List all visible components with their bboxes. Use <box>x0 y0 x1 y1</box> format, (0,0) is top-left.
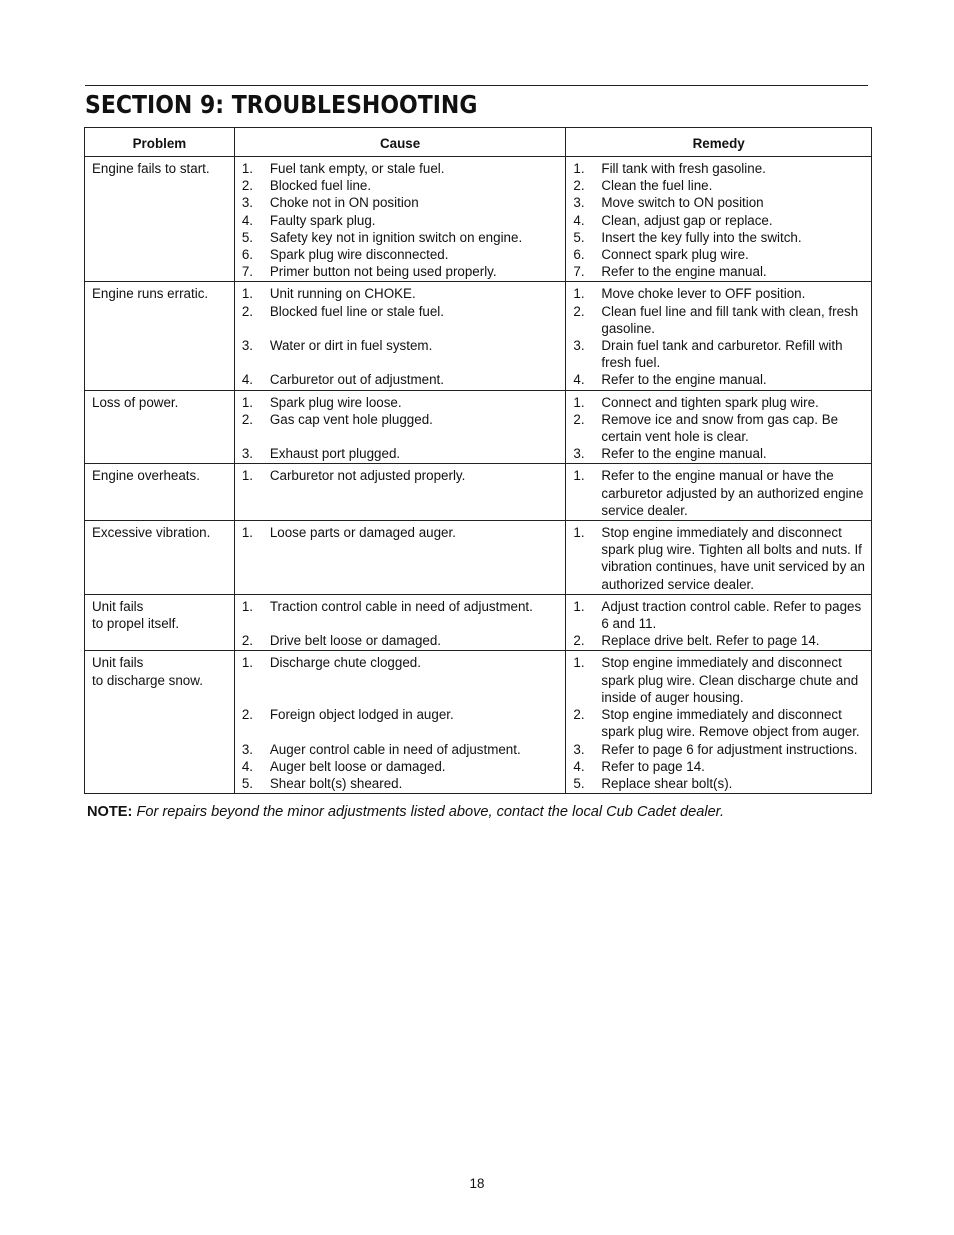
cause-item <box>242 615 564 632</box>
cause-item <box>242 229 564 246</box>
cause-item <box>242 445 564 462</box>
table-row <box>85 282 872 390</box>
table-row <box>85 594 872 651</box>
remedy-item <box>573 303 869 337</box>
problem-text: to discharge snow. <box>92 672 203 688</box>
cause-number: 2. <box>241 411 253 427</box>
problem-cell <box>85 651 235 794</box>
remedy-number: 1. <box>573 598 585 614</box>
cause-number: 2. <box>241 707 253 723</box>
remedy-text: Move switch to ON position <box>601 195 764 211</box>
problem-cell <box>85 157 235 282</box>
remedy-number: 2. <box>573 707 585 723</box>
table-row <box>85 390 872 464</box>
cause-item <box>242 246 564 263</box>
cause-text: Carburetor out of adjustment. <box>269 372 444 388</box>
cause-text: Drive belt loose or damaged. <box>269 633 442 649</box>
cause-number <box>242 723 270 740</box>
cause-number <box>242 672 270 689</box>
cause-item <box>242 428 564 445</box>
problem-text: Engine runs erratic. <box>92 286 209 302</box>
cause-item <box>242 394 564 411</box>
cause-number: 7. <box>241 264 253 280</box>
problem-text: Unit fails <box>92 598 144 614</box>
cause-text: Discharge chute clogged. <box>269 655 421 671</box>
table-row <box>85 157 872 282</box>
cause-number: 1. <box>241 286 253 302</box>
problem-cell <box>85 521 235 595</box>
remedy-item <box>573 775 869 792</box>
cause-text <box>270 428 564 445</box>
cause-text: Faulty spark plug. <box>269 212 376 228</box>
remedy-text: Connect spark plug wire. <box>601 247 749 263</box>
cause-text: Blocked fuel line. <box>269 178 372 194</box>
cause-item <box>242 741 564 758</box>
cause-text <box>270 672 564 689</box>
remedy-number: 4. <box>573 758 585 774</box>
remedy-text: Stop engine immediately and disconnect spark plug wire. Remove object from auger. <box>601 707 860 740</box>
cause-text <box>270 615 564 632</box>
remedy-item <box>573 467 869 519</box>
cause-number: 1. <box>241 394 253 410</box>
cause-number: 4. <box>241 372 253 388</box>
remedy-item <box>573 632 869 649</box>
cause-text: Safety key not in ignition switch on engine. <box>269 229 523 245</box>
cause-text: Traction control cable in need of adjustment. <box>269 598 533 614</box>
remedy-item <box>573 194 869 211</box>
cause-text: Primer button not being used properly. <box>269 264 497 280</box>
problem-cell <box>85 464 235 521</box>
remedy-number: 1. <box>573 394 585 410</box>
cause-text: Exhaust port plugged. <box>269 446 401 462</box>
cause-cell <box>234 282 566 390</box>
problem-text: Excessive vibration. <box>92 525 211 541</box>
remedy-number: 2. <box>573 303 585 319</box>
note-text: For repairs beyond the minor adjustments listed above, contact the local Cub Cadet dealer. <box>136 804 725 820</box>
cause-number: 1. <box>241 525 253 541</box>
cause-item <box>242 160 564 177</box>
cause-item <box>242 598 564 615</box>
remedy-item <box>573 371 869 388</box>
remedy-number: 4. <box>573 372 585 388</box>
cause-text <box>270 354 564 371</box>
remedy-number: 7. <box>573 264 585 280</box>
remedy-item <box>573 394 869 411</box>
cause-number <box>242 320 270 337</box>
remedy-text: Fill tank with fresh gasoline. <box>601 161 766 176</box>
remedy-cell <box>566 464 872 521</box>
remedy-item <box>573 654 869 706</box>
cause-item <box>242 775 564 792</box>
cause-number: 1. <box>241 598 253 614</box>
remedy-number: 6. <box>573 247 585 263</box>
remedy-cell <box>566 651 872 794</box>
cause-text: Water or dirt in fuel system. <box>269 338 433 354</box>
header-rule <box>85 85 868 86</box>
cause-number: 5. <box>241 229 253 245</box>
remedy-number: 1. <box>573 468 585 484</box>
cause-item <box>242 212 564 229</box>
cause-item <box>242 354 564 371</box>
table-row <box>85 464 872 521</box>
remedy-text: Stop engine immediately and disconnect spark plug wire. Tighten all bolts and nuts. If vibration continues, have unit serviced by an authorized service dealer. <box>601 525 865 592</box>
section-title: SECTION 9: TROUBLESHOOTING <box>85 90 478 119</box>
cause-number: 1. <box>241 655 253 671</box>
cause-number: 1. <box>241 161 253 176</box>
remedy-item <box>573 445 869 462</box>
page-number: 18 <box>469 1176 485 1191</box>
remedy-text: Refer to page 6 for adjustment instructions. <box>601 741 858 757</box>
problem-text: Loss of power. <box>92 394 179 410</box>
remedy-item <box>573 177 869 194</box>
cause-number: 3. <box>241 741 253 757</box>
remedy-item <box>573 598 869 632</box>
remedy-text: Refer to the engine manual. <box>601 372 767 388</box>
table-body <box>85 157 872 794</box>
cause-cell <box>234 521 566 595</box>
remedy-text: Drain fuel tank and carburetor. Refill with fresh fuel. <box>601 338 843 371</box>
remedy-text: Clean the fuel line. <box>601 178 713 194</box>
cause-text: Auger belt loose or damaged. <box>269 758 446 774</box>
remedy-text: Stop engine immediately and disconnect spark plug wire. Clean discharge chute and inside of auger housing. <box>601 655 859 705</box>
cause-text <box>270 689 564 706</box>
remedy-item <box>573 337 869 371</box>
remedy-number: 3. <box>573 446 585 462</box>
cause-number: 3. <box>241 338 253 354</box>
remedy-cell <box>566 157 872 282</box>
cause-item <box>242 467 564 484</box>
header-problem: Problem <box>85 128 235 157</box>
cause-item <box>242 706 564 723</box>
cause-number: 2. <box>241 633 253 649</box>
remedy-number: 1. <box>573 525 585 541</box>
remedy-number: 1. <box>573 655 585 671</box>
cause-item <box>242 524 564 541</box>
problem-cell <box>85 594 235 651</box>
remedy-item <box>573 411 869 445</box>
remedy-number: 3. <box>573 741 585 757</box>
remedy-text: Refer to the engine manual or have the carburetor adjusted by an authorized engine service dealer. <box>601 468 864 518</box>
remedy-text: Adjust traction control cable. Refer to pages 6 and 11. <box>601 598 862 632</box>
remedy-text: Move choke lever to OFF position. <box>601 286 806 302</box>
remedy-number: 2. <box>573 411 585 427</box>
problem-text: Unit fails <box>92 655 144 671</box>
cause-item <box>242 758 564 775</box>
note-label: NOTE: <box>87 804 133 820</box>
cause-item <box>242 689 564 706</box>
cause-number <box>242 428 270 445</box>
header-cause: Cause <box>234 128 566 157</box>
remedy-cell <box>566 521 872 595</box>
table-row <box>85 651 872 794</box>
cause-number <box>242 615 270 632</box>
remedy-number: 2. <box>573 633 585 649</box>
cause-text <box>270 320 564 337</box>
cause-item <box>242 654 564 671</box>
cause-number: 5. <box>241 775 253 791</box>
remedy-text: Connect and tighten spark plug wire. <box>601 394 819 410</box>
remedy-text: Replace drive belt. Refer to page 14. <box>601 633 820 649</box>
remedy-item <box>573 758 869 775</box>
cause-cell <box>234 390 566 464</box>
remedy-text: Replace shear bolt(s). <box>601 775 733 791</box>
table-header-row <box>85 128 872 157</box>
remedy-text: Remove ice and snow from gas cap. Be certain vent hole is clear. <box>601 411 839 445</box>
cause-number <box>242 689 270 706</box>
remedy-text: Refer to the engine manual. <box>601 446 767 462</box>
remedy-item <box>573 285 869 302</box>
problem-text: Engine overheats. <box>92 468 200 484</box>
cause-item <box>242 177 564 194</box>
remedy-number: 1. <box>573 161 585 176</box>
remedy-item <box>573 160 869 177</box>
cause-item <box>242 632 564 649</box>
cause-number: 2. <box>241 178 253 194</box>
problem-cell <box>85 282 235 390</box>
remedy-cell <box>566 594 872 651</box>
problem-cell <box>85 390 235 464</box>
remedy-item <box>573 741 869 758</box>
header-remedy: Remedy <box>566 128 872 157</box>
cause-text: Choke not in ON position <box>269 195 419 211</box>
cause-number: 1. <box>241 468 253 484</box>
remedy-text: Refer to the engine manual. <box>601 264 767 280</box>
cause-item <box>242 371 564 388</box>
cause-text: Unit running on CHOKE. <box>269 286 416 302</box>
cause-text: Spark plug wire disconnected. <box>269 247 449 263</box>
cause-number: 3. <box>241 446 253 462</box>
cause-number: 4. <box>241 758 253 774</box>
cause-number <box>242 354 270 371</box>
cause-cell <box>234 651 566 794</box>
cause-item <box>242 285 564 302</box>
cause-text: Fuel tank empty, or stale fuel. <box>269 161 445 176</box>
remedy-number: 1. <box>573 286 585 302</box>
remedy-item <box>573 229 869 246</box>
cause-text: Foreign object lodged in auger. <box>269 707 454 723</box>
cause-cell <box>234 594 566 651</box>
cause-item <box>242 194 564 211</box>
cause-number: 3. <box>241 195 253 211</box>
remedy-item <box>573 706 869 740</box>
cause-text: Spark plug wire loose. <box>269 394 402 410</box>
remedy-item <box>573 524 869 593</box>
remedy-number: 4. <box>573 212 585 228</box>
remedy-number: 3. <box>573 195 585 211</box>
cause-text: Auger control cable in need of adjustment. <box>269 741 521 757</box>
cause-text: Carburetor not adjusted properly. <box>269 468 466 484</box>
cause-text: Gas cap vent hole plugged. <box>269 411 433 427</box>
remedy-number: 5. <box>573 775 585 791</box>
cause-item <box>242 263 564 280</box>
cause-text: Blocked fuel line or stale fuel. <box>269 303 445 319</box>
problem-text: to propel itself. <box>92 616 180 632</box>
remedy-text: Refer to page 14. <box>601 758 705 774</box>
note <box>87 804 724 820</box>
cause-item <box>242 320 564 337</box>
cause-item <box>242 303 564 320</box>
cause-text <box>270 723 564 740</box>
remedy-text: Clean fuel line and fill tank with clean, fresh gasoline. <box>601 303 859 336</box>
cause-text: Loose parts or damaged auger. <box>269 525 456 541</box>
remedy-number: 3. <box>573 338 585 354</box>
table-row <box>85 521 872 595</box>
cause-cell <box>234 157 566 282</box>
remedy-item <box>573 212 869 229</box>
remedy-cell <box>566 390 872 464</box>
remedy-item <box>573 263 869 280</box>
cause-cell <box>234 464 566 521</box>
remedy-cell <box>566 282 872 390</box>
cause-number: 4. <box>241 212 253 228</box>
cause-item <box>242 411 564 428</box>
remedy-text: Insert the key fully into the switch. <box>601 229 802 245</box>
troubleshooting-table <box>84 127 872 794</box>
remedy-item <box>573 246 869 263</box>
cause-number: 6. <box>241 247 253 263</box>
cause-number: 2. <box>241 303 253 319</box>
cause-item <box>242 723 564 740</box>
cause-item <box>242 337 564 354</box>
problem-text: Engine fails to start. <box>92 161 210 176</box>
cause-item <box>242 672 564 689</box>
remedy-text: Clean, adjust gap or replace. <box>601 212 773 228</box>
remedy-number: 2. <box>573 178 585 194</box>
remedy-number: 5. <box>573 229 585 245</box>
cause-text: Shear bolt(s) sheared. <box>269 775 403 791</box>
